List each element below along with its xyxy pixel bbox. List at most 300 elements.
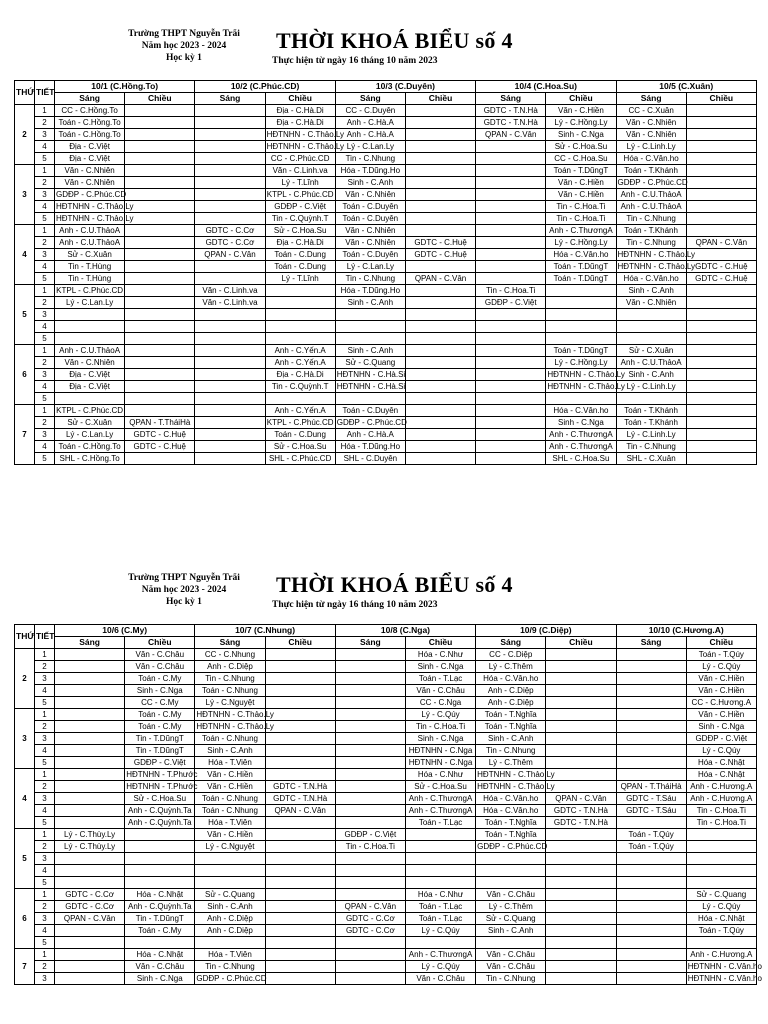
schedule-cell <box>686 249 756 261</box>
session-morning: Sáng <box>335 637 405 649</box>
period-number: 5 <box>35 453 55 465</box>
schedule-cell: HĐTNHN - C.Thảo.Ly <box>56 214 134 223</box>
schedule-cell: Toán - C.Nhung <box>195 805 265 817</box>
schedule-cell <box>686 829 756 841</box>
schedule-cell <box>405 297 475 309</box>
schedule-cell: Lý - C.Thêm <box>476 901 546 913</box>
schedule-cell <box>335 685 405 697</box>
period-number: 5 <box>35 153 55 165</box>
schedule-cell: Tin - C.Hoa.Ti <box>686 817 756 829</box>
period-number: 3 <box>35 249 55 261</box>
schedule-cell: GDTC - C.Cơ <box>195 237 265 249</box>
schedule-cell <box>195 453 265 465</box>
table-row <box>15 129 757 141</box>
schedule-cell: Văn - C.Hiền <box>195 829 265 841</box>
schedule-cell <box>195 937 265 949</box>
school-term: Học kỳ 1 <box>166 597 202 607</box>
schedule-cell <box>546 913 616 925</box>
table-row <box>15 925 757 937</box>
schedule-cell: Văn - C.Nhiên <box>616 297 686 309</box>
table-row <box>15 165 757 177</box>
schedule-cell <box>686 417 756 429</box>
schedule-cell: Anh - C.ThươngA <box>405 805 475 817</box>
session-afternoon: Chiều <box>686 637 756 649</box>
schedule-cell <box>405 321 475 333</box>
period-number: 2 <box>35 961 55 973</box>
session-morning: Sáng <box>616 637 686 649</box>
schedule-cell <box>55 649 125 661</box>
schedule-cell: Toán - T.Lạc <box>405 913 475 925</box>
schedule-cell <box>335 853 405 865</box>
schedule-cell: Tin - C.Nhung <box>616 213 686 225</box>
schedule-cell: GDĐP - C.Việt <box>686 733 756 745</box>
schedule-cell <box>405 865 475 877</box>
schedule-cell <box>546 285 616 297</box>
schedule-cell <box>405 225 475 237</box>
schedule-cell: Văn - C.Linh.va <box>195 285 265 297</box>
schedule-cell <box>55 673 125 685</box>
day-number: 3 <box>15 165 35 225</box>
table-row <box>15 105 757 117</box>
schedule-cell <box>125 225 195 237</box>
schedule-cell <box>405 105 475 117</box>
timetable-effective-date: Thực hiện từ ngày 16 tháng 10 năm 2023 <box>272 600 438 610</box>
schedule-cell <box>616 661 686 673</box>
schedule-cell: KTPL - C.Phúc.CD <box>56 286 124 295</box>
schedule-cell <box>546 709 616 721</box>
schedule-cell <box>546 877 616 889</box>
class-name: 10/4 (C.Hoa.Su) <box>476 81 616 93</box>
table-row <box>15 877 757 889</box>
session-morning: Sáng <box>616 93 686 105</box>
schedule-cell <box>546 949 616 961</box>
schedule-cell: Lý - C.Linh.Ly <box>616 429 686 441</box>
period-number: 5 <box>35 393 55 405</box>
table-row <box>15 249 757 261</box>
table-row <box>15 829 757 841</box>
schedule-cell <box>265 709 335 721</box>
schedule-cell <box>195 369 265 381</box>
schedule-cell <box>616 973 686 985</box>
schedule-cell: GDTC - C.Cơ <box>55 889 125 901</box>
schedule-cell <box>125 165 195 177</box>
schedule-cell: Toán - T.Khánh <box>616 225 686 237</box>
schedule-cell: Sử - C.Xuân <box>616 345 686 357</box>
school-year: Năm học 2023 - 2024 <box>141 585 227 595</box>
day-number: 2 <box>15 649 35 709</box>
schedule-cell <box>476 441 546 453</box>
schedule-cell: Toán - C.Dung <box>265 261 335 273</box>
schedule-cell <box>405 429 475 441</box>
session-morning: Sáng <box>55 637 125 649</box>
schedule-cell: Lý - C.Thùy.Ly <box>55 829 125 841</box>
schedule-cell: Anh - C.ThươngA <box>405 793 475 805</box>
schedule-cell <box>125 177 195 189</box>
period-number: 5 <box>35 877 55 889</box>
session-afternoon: Chiều <box>265 93 335 105</box>
schedule-cell <box>686 189 756 201</box>
school-name: Trường THPT Nguyễn Trãi <box>128 29 240 39</box>
schedule-cell <box>476 417 546 429</box>
schedule-cell <box>195 117 265 129</box>
schedule-cell: Sử - C.Xuân <box>55 249 125 261</box>
schedule-cell: Sử - C.Quang <box>476 913 546 925</box>
schedule-cell <box>616 721 686 733</box>
schedule-cell: Hóa - T.Dũng.Ho <box>335 441 405 453</box>
schedule-cell <box>405 333 475 345</box>
schedule-cell: Toán - C.My <box>125 925 195 937</box>
schedule-cell: Lý - T.Lĩnh <box>265 273 335 285</box>
schedule-cell: Tin - C.Hoa.Ti <box>546 201 616 213</box>
schedule-cell: Tin - C.Hoa.Ti <box>405 721 475 733</box>
schedule-cell: Hóa - C.Vân.ho <box>476 793 546 805</box>
period-number: 3 <box>35 129 55 141</box>
period-number: 1 <box>35 345 55 357</box>
schedule-cell: Toán - T.Lạc <box>405 673 475 685</box>
schedule-cell <box>335 649 405 661</box>
schedule-cell: Văn - C.Châu <box>405 973 475 985</box>
schedule-cell <box>265 853 335 865</box>
schedule-cell: GDTC - C.Huệ <box>686 261 756 273</box>
table-row <box>15 781 757 793</box>
period-number: 2 <box>35 841 55 853</box>
period-number: 3 <box>35 973 55 985</box>
schedule-cell <box>265 745 335 757</box>
schedule-cell <box>476 877 546 889</box>
period-number: 4 <box>35 261 55 273</box>
schedule-cell <box>476 865 546 877</box>
schedule-cell: Anh - C.ThươngA <box>546 441 616 453</box>
schedule-cell: GDĐP - C.Phúc.CD <box>617 178 688 187</box>
period-number: 4 <box>35 805 55 817</box>
schedule-cell: Anh - C.Yến.A <box>265 405 335 417</box>
schedule-cell <box>546 925 616 937</box>
session-header-row <box>15 637 757 649</box>
schedule-cell: Lý - C.Thêm <box>476 661 546 673</box>
period-number: 1 <box>35 649 55 661</box>
schedule-cell: Lý - C.Hồng.Ly <box>546 237 616 249</box>
schedule-cell: HĐTNHN - C.Thảo.Ly <box>477 770 555 779</box>
schedule-cell: HĐTNHN - C.Thảo.Ly <box>196 722 274 731</box>
schedule-cell: Lý - C.Lan.Ly <box>55 429 125 441</box>
schedule-cell <box>55 321 125 333</box>
period-number: 1 <box>35 225 55 237</box>
schedule-cell: Lý - C.Hồng.Ly <box>546 357 616 369</box>
schedule-cell <box>195 189 265 201</box>
schedule-cell: Văn - C.Nhiên <box>55 177 125 189</box>
table-row <box>15 225 757 237</box>
schedule-cell: Văn - C.Nhiên <box>616 129 686 141</box>
timetable-title: THỜI KHOÁ BIỂU số 4 <box>276 572 513 597</box>
schedule-cell: Tin - C.Quỳnh.T <box>265 213 335 225</box>
class-name: 10/9 (C.Diệp) <box>476 625 616 637</box>
schedule-cell: Toán - T.Lạc <box>405 817 475 829</box>
period-number: 3 <box>35 793 55 805</box>
class-name: 10/1 (C.Hồng.To) <box>55 81 195 93</box>
session-afternoon: Chiều <box>125 93 195 105</box>
schedule-cell: QPAN - C.Vân <box>265 805 335 817</box>
schedule-cell: Toán - C.My <box>125 673 195 685</box>
schedule-cell <box>405 393 475 405</box>
schedule-cell <box>616 949 686 961</box>
schedule-cell: QPAN - T.TháiHà <box>616 781 686 793</box>
schedule-cell: Toán - T.DũngT <box>546 273 616 285</box>
schedule-cell: Văn - C.Nhiên <box>55 165 125 177</box>
table-row <box>15 213 757 225</box>
schedule-cell <box>55 961 125 973</box>
table-row <box>15 973 757 985</box>
schedule-cell <box>405 853 475 865</box>
class-name: 10/10 (C.Hương.A) <box>616 625 756 637</box>
period-number: 1 <box>35 165 55 177</box>
schedule-cell: Toán - T.Qúy <box>616 841 686 853</box>
schedule-cell: Tin - T.Hùng <box>55 261 125 273</box>
col-thu: THỨ <box>15 81 35 105</box>
table-row <box>15 889 757 901</box>
table-row <box>15 661 757 673</box>
period-number: 3 <box>35 733 55 745</box>
schedule-cell: HĐTNHN - T.Phước <box>126 770 198 779</box>
period-number: 5 <box>35 817 55 829</box>
schedule-cell: Tin - C.Nhung <box>476 745 546 757</box>
schedule-cell: Tin - C.Nhung <box>335 273 405 285</box>
schedule-cell: Tin - T.DũngT <box>125 733 195 745</box>
schedule-cell <box>405 189 475 201</box>
schedule-cell: GDĐP - C.Phúc.CD <box>336 418 407 427</box>
schedule-cell <box>265 925 335 937</box>
schedule-cell <box>195 345 265 357</box>
period-number: 2 <box>35 417 55 429</box>
schedule-cell: KTPL - C.Phúc.CD <box>56 406 124 415</box>
table-row <box>15 141 757 153</box>
schedule-cell: Hóa - C.Như <box>405 649 475 661</box>
timetable-header <box>14 572 756 624</box>
table-row <box>15 937 757 949</box>
period-number: 4 <box>35 141 55 153</box>
schedule-cell <box>265 877 335 889</box>
schedule-cell <box>195 153 265 165</box>
schedule-cell <box>195 177 265 189</box>
period-number: 4 <box>35 685 55 697</box>
schedule-cell <box>125 841 195 853</box>
schedule-cell: Anh - C.U.ThảoA <box>616 357 686 369</box>
schedule-cell: Anh - C.ThươngA <box>546 225 616 237</box>
schedule-cell: Lý - C.Thêm <box>476 757 546 769</box>
schedule-cell: HĐTNHN - C.Thảo.Ly <box>547 370 625 379</box>
session-morning: Sáng <box>476 93 546 105</box>
schedule-cell <box>686 105 756 117</box>
schedule-cell: Sinh - C.Nga <box>546 417 616 429</box>
schedule-cell <box>125 213 195 225</box>
schedule-cell <box>125 393 195 405</box>
schedule-cell <box>476 201 546 213</box>
schedule-cell <box>265 685 335 697</box>
schedule-cell: Văn - C.Châu <box>125 649 195 661</box>
schedule-cell <box>616 393 686 405</box>
schedule-cell <box>335 333 405 345</box>
schedule-cell <box>546 733 616 745</box>
schedule-cell <box>405 381 475 393</box>
schedule-cell: Hóa - T.Viên <box>195 817 265 829</box>
schedule-cell <box>265 961 335 973</box>
schedule-cell <box>195 429 265 441</box>
schedule-cell <box>476 357 546 369</box>
table-row <box>15 841 757 853</box>
col-thu: THỨ <box>15 625 35 649</box>
schedule-cell <box>55 793 125 805</box>
schedule-cell: Toán - C.Hồng.To <box>55 441 125 453</box>
schedule-cell: Sử - C.Hoa.Su <box>546 141 616 153</box>
schedule-cell <box>265 285 335 297</box>
schedule-cell: Sinh - C.Anh <box>335 297 405 309</box>
session-header-row <box>15 93 757 105</box>
schedule-cell: Lý - C.Qúy <box>686 661 756 673</box>
schedule-cell: Văn - C.Châu <box>125 961 195 973</box>
schedule-cell <box>265 865 335 877</box>
schedule-cell: Lý - C.Qúy <box>405 961 475 973</box>
schedule-cell <box>195 261 265 273</box>
schedule-cell: Văn - C.Châu <box>405 685 475 697</box>
schedule-cell: Hóa - C.Nhật <box>686 913 756 925</box>
schedule-cell <box>476 369 546 381</box>
schedule-cell: Hóa - T.Dũng.Ho <box>335 285 405 297</box>
schedule-cell: Tin - C.Hoa.Ti <box>546 213 616 225</box>
schedule-cell <box>686 297 756 309</box>
schedule-cell <box>125 829 195 841</box>
table-row <box>15 417 757 429</box>
schedule-cell: Anh - C.Diệp <box>476 685 546 697</box>
schedule-cell <box>125 309 195 321</box>
schedule-cell <box>546 829 616 841</box>
period-number: 3 <box>35 853 55 865</box>
schedule-cell <box>405 201 475 213</box>
class-name: 10/3 (C.Duyên) <box>335 81 475 93</box>
schedule-cell: GDTC - C.Cơ <box>195 225 265 237</box>
day-number: 7 <box>15 949 35 985</box>
schedule-cell <box>546 841 616 853</box>
schedule-cell <box>546 649 616 661</box>
schedule-cell <box>405 453 475 465</box>
schedule-cell: GDTC - C.Huệ <box>125 429 195 441</box>
schedule-cell <box>546 865 616 877</box>
schedule-cell <box>55 393 125 405</box>
class-header-row <box>15 81 757 93</box>
schedule-cell <box>195 273 265 285</box>
schedule-cell <box>686 117 756 129</box>
schedule-cell: Hóa - C.Vân.ho <box>476 805 546 817</box>
schedule-cell <box>335 949 405 961</box>
schedule-cell: Toán - T.Nghĩa <box>476 817 546 829</box>
schedule-cell: Toán - C.Nhung <box>195 685 265 697</box>
schedule-cell: Hóa - C.Nhật <box>125 889 195 901</box>
schedule-cell <box>125 357 195 369</box>
schedule-cell <box>405 309 475 321</box>
schedule-cell: QPAN - C.Vân <box>476 129 546 141</box>
schedule-cell: CC - C.Phúc.CD <box>265 153 335 165</box>
schedule-cell <box>476 393 546 405</box>
period-number: 1 <box>35 709 55 721</box>
table-row <box>15 901 757 913</box>
schedule-cell: Địa - C.Việt <box>55 369 125 381</box>
schedule-cell: Sinh - C.Nga <box>405 733 475 745</box>
schedule-cell <box>616 889 686 901</box>
schedule-cell <box>546 901 616 913</box>
schedule-cell: HĐTNHN - C.Thảo.Ly <box>196 710 274 719</box>
schedule-cell: Toán - C.Hồng.To <box>55 117 125 129</box>
schedule-cell <box>686 441 756 453</box>
schedule-cell <box>405 357 475 369</box>
schedule-cell: Anh - C.U.ThảoA <box>616 201 686 213</box>
schedule-cell: Hóa - T.Viên <box>195 949 265 961</box>
period-number: 3 <box>35 309 55 321</box>
schedule-cell: Toán - T.DũngT <box>546 345 616 357</box>
schedule-cell <box>546 973 616 985</box>
timetable-title: THỜI KHOÁ BIỂU số 4 <box>276 28 513 53</box>
schedule-cell <box>125 189 195 201</box>
schedule-cell: GDTC - T.N.Hà <box>265 781 335 793</box>
schedule-cell <box>405 153 475 165</box>
schedule-cell: Sinh - C.Anh <box>476 925 546 937</box>
schedule-cell: GDĐP - C.Việt <box>125 757 195 769</box>
table-row <box>15 453 757 465</box>
period-number: 4 <box>35 925 55 937</box>
session-afternoon: Chiều <box>265 637 335 649</box>
class-name: 10/8 (C.Nga) <box>335 625 475 637</box>
schedule-cell <box>195 129 265 141</box>
table-row <box>15 333 757 345</box>
schedule-cell <box>55 745 125 757</box>
class-name: 10/2 (C.Phúc.CD) <box>195 81 335 93</box>
schedule-cell <box>125 237 195 249</box>
schedule-cell: Văn - C.Châu <box>476 961 546 973</box>
schedule-cell <box>546 853 616 865</box>
table-row <box>15 273 757 285</box>
schedule-cell <box>265 673 335 685</box>
schedule-cell <box>55 805 125 817</box>
schedule-cell <box>335 937 405 949</box>
schedule-cell: Văn - C.Hiền <box>686 685 756 697</box>
table-row <box>15 805 757 817</box>
schedule-cell <box>195 333 265 345</box>
schedule-cell <box>195 393 265 405</box>
schedule-cell: Anh - C.U.ThảoA <box>55 225 125 237</box>
schedule-cell: Anh - C.Diệp <box>195 913 265 925</box>
schedule-cell <box>476 853 546 865</box>
schedule-cell <box>195 201 265 213</box>
schedule-cell: Toán - T.DũngT <box>546 261 616 273</box>
class-name: 10/7 (C.Nhung) <box>195 625 335 637</box>
table-row <box>15 117 757 129</box>
schedule-cell: Lý - C.Lan.Ly <box>55 297 125 309</box>
period-number: 2 <box>35 297 55 309</box>
schedule-cell: Anh - C.ThươngA <box>405 949 475 961</box>
period-number: 4 <box>35 201 55 213</box>
schedule-cell: GDĐP - C.Việt <box>476 297 546 309</box>
table-row <box>15 697 757 709</box>
schedule-cell <box>616 309 686 321</box>
schedule-cell: Hóa - C.Nhật <box>686 757 756 769</box>
schedule-cell <box>686 153 756 165</box>
schedule-cell <box>546 673 616 685</box>
schedule-cell: Toán - C.Nhung <box>195 793 265 805</box>
schedule-cell <box>125 877 195 889</box>
schedule-cell <box>546 781 616 793</box>
schedule-cell: Địa - C.Hà.Di <box>265 117 335 129</box>
schedule-cell: Toán - C.Duyên <box>335 405 405 417</box>
schedule-cell <box>335 709 405 721</box>
schedule-cell: Sử - C.Quang <box>195 889 265 901</box>
table-row <box>15 357 757 369</box>
